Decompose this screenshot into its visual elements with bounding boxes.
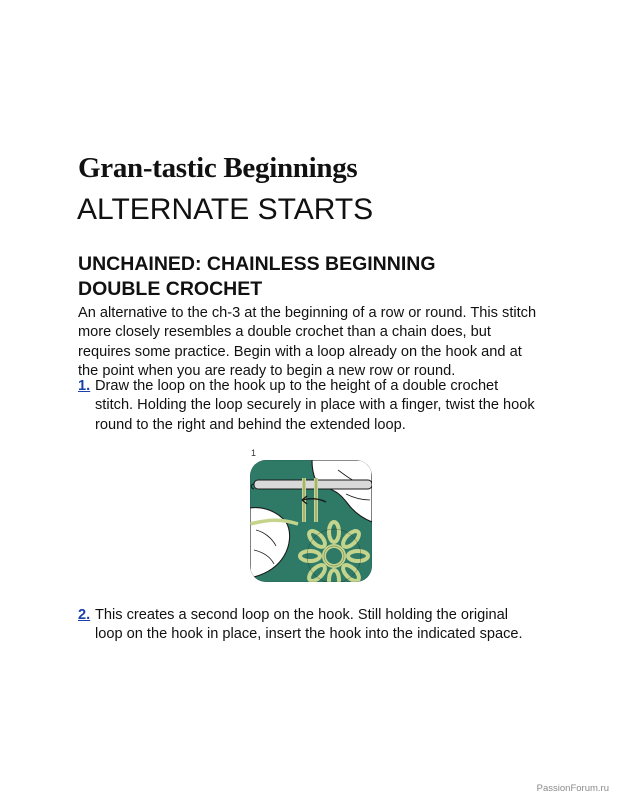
chapter-title: ALTERNATE STARTS (77, 193, 374, 226)
book-title: Gran-tastic Beginnings (78, 152, 358, 184)
intro-paragraph: An alternative to the ch-3 at the beginning of a row or round. This stitch more closely resembles a double crochet than a chain does, but requires some practice. Begin with a loop already on the hook and at the point when you are ready to begin a new row or round. (78, 305, 537, 379)
illustration-label: 1 (251, 448, 257, 458)
step-1 (78, 377, 538, 435)
crochet-hook (254, 480, 372, 489)
step-1-number-link[interactable]: 1. (78, 378, 91, 394)
crochet-illustration (250, 460, 372, 582)
step-2 (78, 606, 538, 645)
step-2-number-link[interactable]: 2. (78, 607, 91, 623)
section-title: UNCHAINED: CHAINLESS BEGINNING DOUBLE CROCHET (78, 253, 436, 300)
step-2-text: This creates a second loop on the hook. Still holding the original loop on the hook in place, insert the hook into the indicated space. (95, 607, 523, 643)
step-1-text: Draw the loop on the hook up to the height of a double crochet stitch. Holding the loop securely in place with a finger, twist the hook round to the right and behind the extended loop. (95, 378, 535, 433)
watermark: PassionForum.ru (536, 783, 609, 794)
